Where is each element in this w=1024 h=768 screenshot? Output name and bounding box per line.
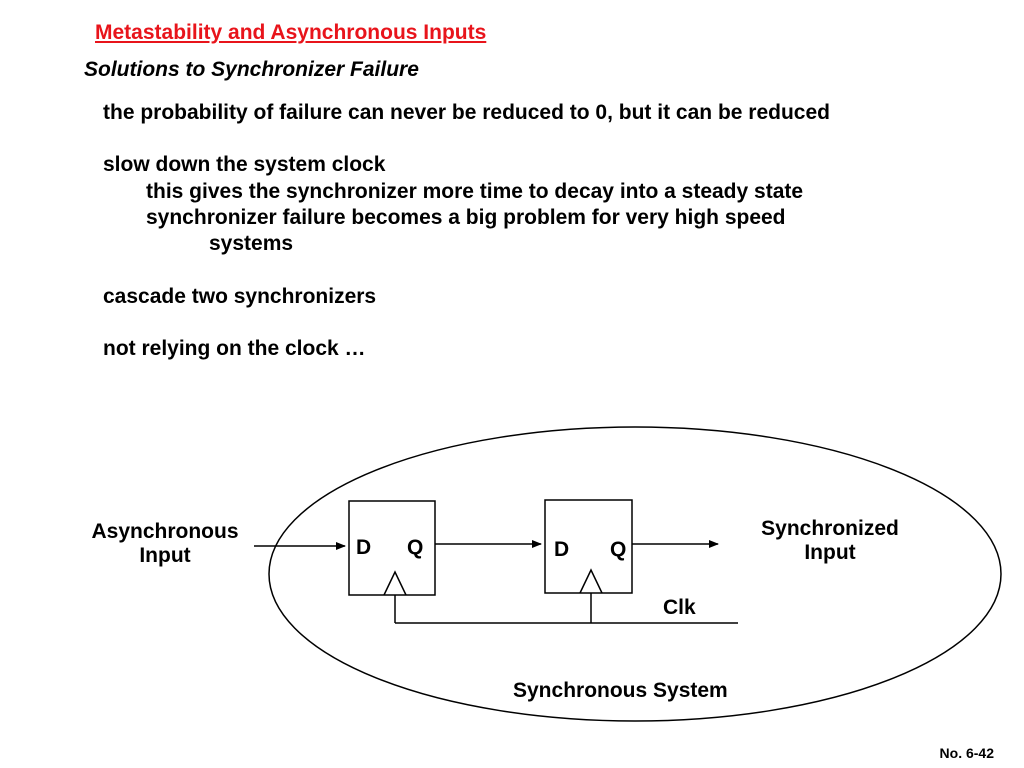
slide-number: No. 6-42 (939, 745, 994, 761)
flipflop-2-q-label: Q (610, 538, 627, 561)
clock-label: Clk (663, 596, 696, 619)
bullet-probability: the probability of failure can never be reduced to 0, but it can be reduced (103, 101, 830, 124)
slide-title: Metastability and Asynchronous Inputs (95, 21, 487, 44)
bullet-slow-clock: slow down the system clock (103, 153, 386, 176)
synchronous-system-label: Synchronous System (513, 679, 728, 702)
bullet-no-clock: not relying on the clock … (103, 337, 366, 360)
sync-output-label (735, 517, 925, 565)
sub-bullet-failure: synchronizer failure becomes a big problem for very high speed (146, 206, 786, 229)
async-input-label (70, 520, 260, 568)
async-input-label-line2: Input (139, 544, 191, 567)
flipflop-1-q-label: Q (407, 536, 424, 559)
bullet-cascade: cascade two synchronizers (103, 285, 377, 308)
slide-subtitle: Solutions to Synchronizer Failure (84, 58, 419, 81)
flipflop-1-d-label: D (356, 536, 372, 559)
sync-output-label-line2: Input (804, 541, 856, 564)
sub-bullet-failure-cont: systems (209, 232, 294, 255)
async-input-label-line1: Asynchronous (91, 520, 239, 543)
flipflop-2-d-label: D (554, 538, 570, 561)
sync-output-label-line1: Synchronized (761, 517, 899, 540)
sub-bullet-decay: this gives the synchronizer more time to decay into a steady state (146, 180, 804, 203)
